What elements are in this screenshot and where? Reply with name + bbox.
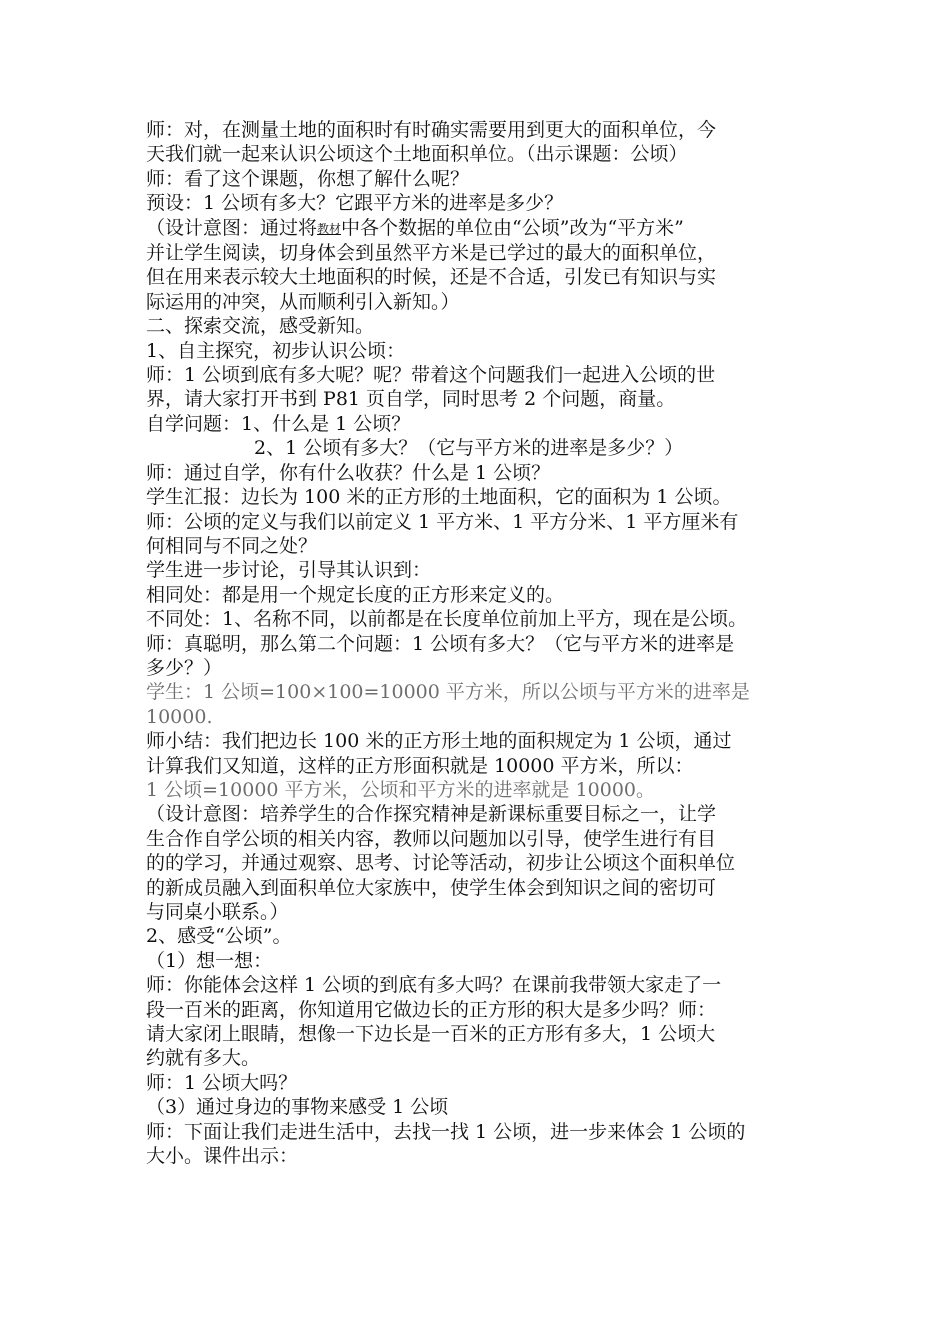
text-line: 相同处：都是用一个规定长度的正方形来定义的。 xyxy=(146,583,565,606)
text-line: 2、1 公顷有多大？（它与平方米的进率是多少？） xyxy=(254,437,684,460)
text-line: 天我们就一起来认识公顷这个土地面积单位。（出示课题：公顷） xyxy=(146,143,688,166)
textbook-link[interactable]: 教材 xyxy=(317,221,342,236)
text-line: 不同处：1、名称不同，以前都是在长度单位前加上平方，现在是公顷。 xyxy=(146,608,748,631)
text-line: 师：看了这个课题，你想了解什么呢？ xyxy=(146,167,470,190)
text-line: 预设：1 公顷有多大？它跟平方米的进率是多少？ xyxy=(146,192,564,215)
text-line xyxy=(146,216,826,241)
text-line: 师：你能体会这样 1 公顷的到底有多大吗？在课前我带领大家走了一 xyxy=(146,974,722,997)
text-line: （1）想一想： xyxy=(146,949,273,972)
text-line: 际运用的冲突，从而顺利引入新知。） xyxy=(146,290,460,313)
text-line: 界，请大家打开书到 P81 页自学，同时思考 2 个问题，商量。 xyxy=(146,388,676,411)
text-line: 师：对，在测量土地的面积时有时确实需要用到更大的面积单位，今 xyxy=(146,119,717,141)
text-line: 的新成员融入到面积单位大家族中，使学生体会到知识之间的密切可 xyxy=(146,876,717,899)
section-heading: 二、探索交流，感受新知。 xyxy=(146,315,375,338)
lesson-plan-text xyxy=(146,118,826,1168)
text-line: 学生进一步讨论，引导其认识到： xyxy=(146,559,432,582)
text-line: 段一百米的距离，你知道用它做边长的正方形的积大是多少吗？师： xyxy=(146,998,717,1021)
text-line: （设计意图：培养学生的合作探究精神是新课标重要目标之一，让学 xyxy=(146,803,717,826)
text-line: 计算我们又知道，这样的正方形面积就是 10000 平方米，所以： xyxy=(146,754,694,777)
text-line: 大小。课件出示： xyxy=(146,1145,299,1168)
text-line: 师：通过自学，你有什么收获？什么是 1 公顷？ xyxy=(146,461,551,484)
text-line: 自学问题：1、什么是 1 公顷？ xyxy=(146,412,411,435)
text-line: 学生：1 公顷=100×100=10000 平方米，所以公顷与平方米的进率是 xyxy=(146,681,750,704)
text-line: （3）通过身边的事物来感受 1 公顷 xyxy=(146,1096,449,1119)
text-line: 师：真聪明，那么第二个问题：1 公顷有多大？（它与平方米的进率是 xyxy=(146,632,735,655)
subsection-heading: 2、感受“公顷”。 xyxy=(146,925,292,948)
text-line: 师：1 公顷到底有多大呢？呢？带着这个问题我们一起进入公顷的世 xyxy=(146,364,716,387)
text-line: 师小结：我们把边长 100 米的正方形土地的面积规定为 1 公顷，通过 xyxy=(146,730,732,753)
text-line: 与同桌小联系。） xyxy=(146,901,289,923)
text-line: 生合作自学公顷的相关内容，教师以问题加以引导，使学生进行有目 xyxy=(146,827,717,850)
text-line: 师：下面让我们走进生活中，去找一找 1 公顷，进一步来体会 1 公顷的 xyxy=(146,1120,746,1143)
text-line: 学生汇报：边长为 100 米的正方形的土地面积，它的面积为 1 公顷。 xyxy=(146,486,732,509)
text-line: 师：1 公顷大吗？ xyxy=(146,1071,298,1094)
text-line: 师：公顷的定义与我们以前定义 1 平方米、1 平方分米、1 平方厘米有 xyxy=(146,510,739,533)
text-line: 的的学习，并通过观察、思考、讨论等活动，初步让公顷这个面积单位 xyxy=(146,852,736,875)
text-line: 并让学生阅读，切身体会到虽然平方米是已学过的最大的面积单位， xyxy=(146,242,717,265)
text-line: 1 公顷=10000 平方米，公顷和平方米的进率就是 10000。 xyxy=(146,778,656,801)
text-line: 10000. xyxy=(146,705,213,728)
text-segment: （设计意图：通过将 xyxy=(146,216,318,239)
text-line: 何相同与不同之处？ xyxy=(146,534,318,557)
subsection-heading: 1、自主探究，初步认识公顷： xyxy=(146,339,406,362)
text-segment: 中各个数据的单位由“公顷”改为“平方米” xyxy=(341,216,684,239)
text-line: 多少？） xyxy=(146,656,223,679)
text-line: 请大家闭上眼睛，想像一下边长是一百米的正方形有多大，1 公顷大 xyxy=(146,1023,716,1046)
text-line: 但在用来表示较大土地面积的时候，还是不合适，引发已有知识与实 xyxy=(146,266,717,289)
text-line: 约就有多大。 xyxy=(146,1047,261,1070)
